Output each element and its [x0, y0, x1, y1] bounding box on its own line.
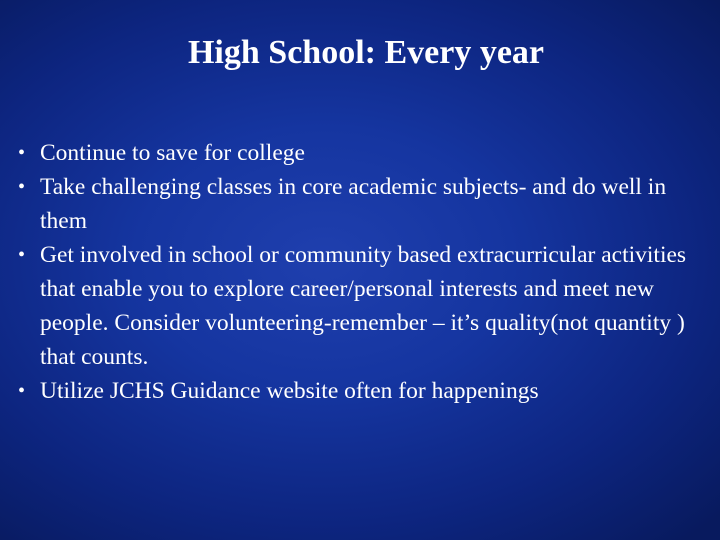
- bullet-item: [18, 170, 713, 238]
- bullet-item: [18, 238, 713, 374]
- bullet-item: [18, 136, 713, 170]
- bullet-text: Utilize JCHS Guidance website often for happenings: [40, 378, 539, 404]
- bullet-icon: •: [18, 380, 26, 402]
- slide-title: High School: Every year: [187, 34, 545, 71]
- bullet-item: [18, 374, 713, 408]
- bullet-text: Continue to save for college: [40, 140, 305, 166]
- bullet-icon: •: [18, 244, 26, 266]
- bullet-icon: •: [18, 176, 26, 198]
- bullet-list: [18, 136, 713, 408]
- bullet-icon: •: [18, 142, 26, 164]
- bullet-text: Take challenging classes in core academic subjects- and do well in them: [40, 174, 667, 234]
- bullet-text: Get involved in school or community based extracurricular activities that enable you to explore career/personal interests and meet new people. Consider volunteering-remember – it’s quality(not quantity ) that counts.: [40, 242, 687, 370]
